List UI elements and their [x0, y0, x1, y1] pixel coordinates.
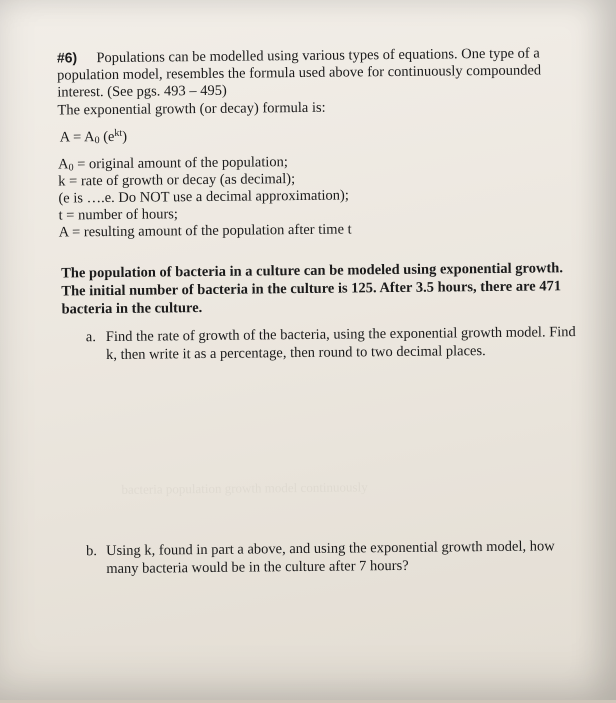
definition-a0: $A_0$ = original amount of the population; — [57, 154, 288, 174]
definition-a: A = resulting amount of the population after time t — [58, 221, 352, 241]
part-b-label: b. — [86, 543, 98, 560]
problem-number: #6) — [56, 49, 78, 66]
definition-e: (e is ….e. Do NOT use a decimal approximation); — [58, 187, 349, 207]
part-a-line2: k, then write it as a percentage, then round to two decimal places. — [105, 343, 486, 364]
scenario-line3: bacteria in the culture. — [61, 300, 203, 318]
part-b-line1: Using k, found in part a above, and using the exponential growth model, how — [106, 538, 555, 560]
problem-intro-line2: population model, resembles the formula used above for continuously compounded — [57, 62, 542, 84]
problem-intro-line4: The exponential growth (or decay) formula is: — [57, 99, 326, 119]
definition-t: t = number of hours; — [58, 206, 178, 224]
definition-k: k = rate of growth or decay (as decimal); — [58, 171, 296, 190]
scenario-line1: The population of bacteria in a culture can be modeled using exponential growth. — [61, 260, 564, 282]
growth-formula: $A = A_0$ $(e^{kt})$ — [59, 127, 128, 147]
problem-intro-line3: interest. (See pgs. 493 – 495) — [57, 82, 227, 101]
bleed-through-text: bacteria population growth model continuously — [121, 479, 368, 497]
scenario-line2: The initial number of bacteria in the culture is 125. After 3.5 hours, there are 471 — [61, 278, 562, 300]
part-b-line2: many bacteria would be in the culture after 7 hours? — [106, 557, 409, 578]
part-a-line1: Find the rate of growth of the bacteria, using the exponential growth model. Find — [105, 324, 576, 346]
intro-text-1: Populations can be modelled using various types of equations. One type of a — [96, 45, 540, 67]
part-a-label: a. — [85, 329, 97, 346]
